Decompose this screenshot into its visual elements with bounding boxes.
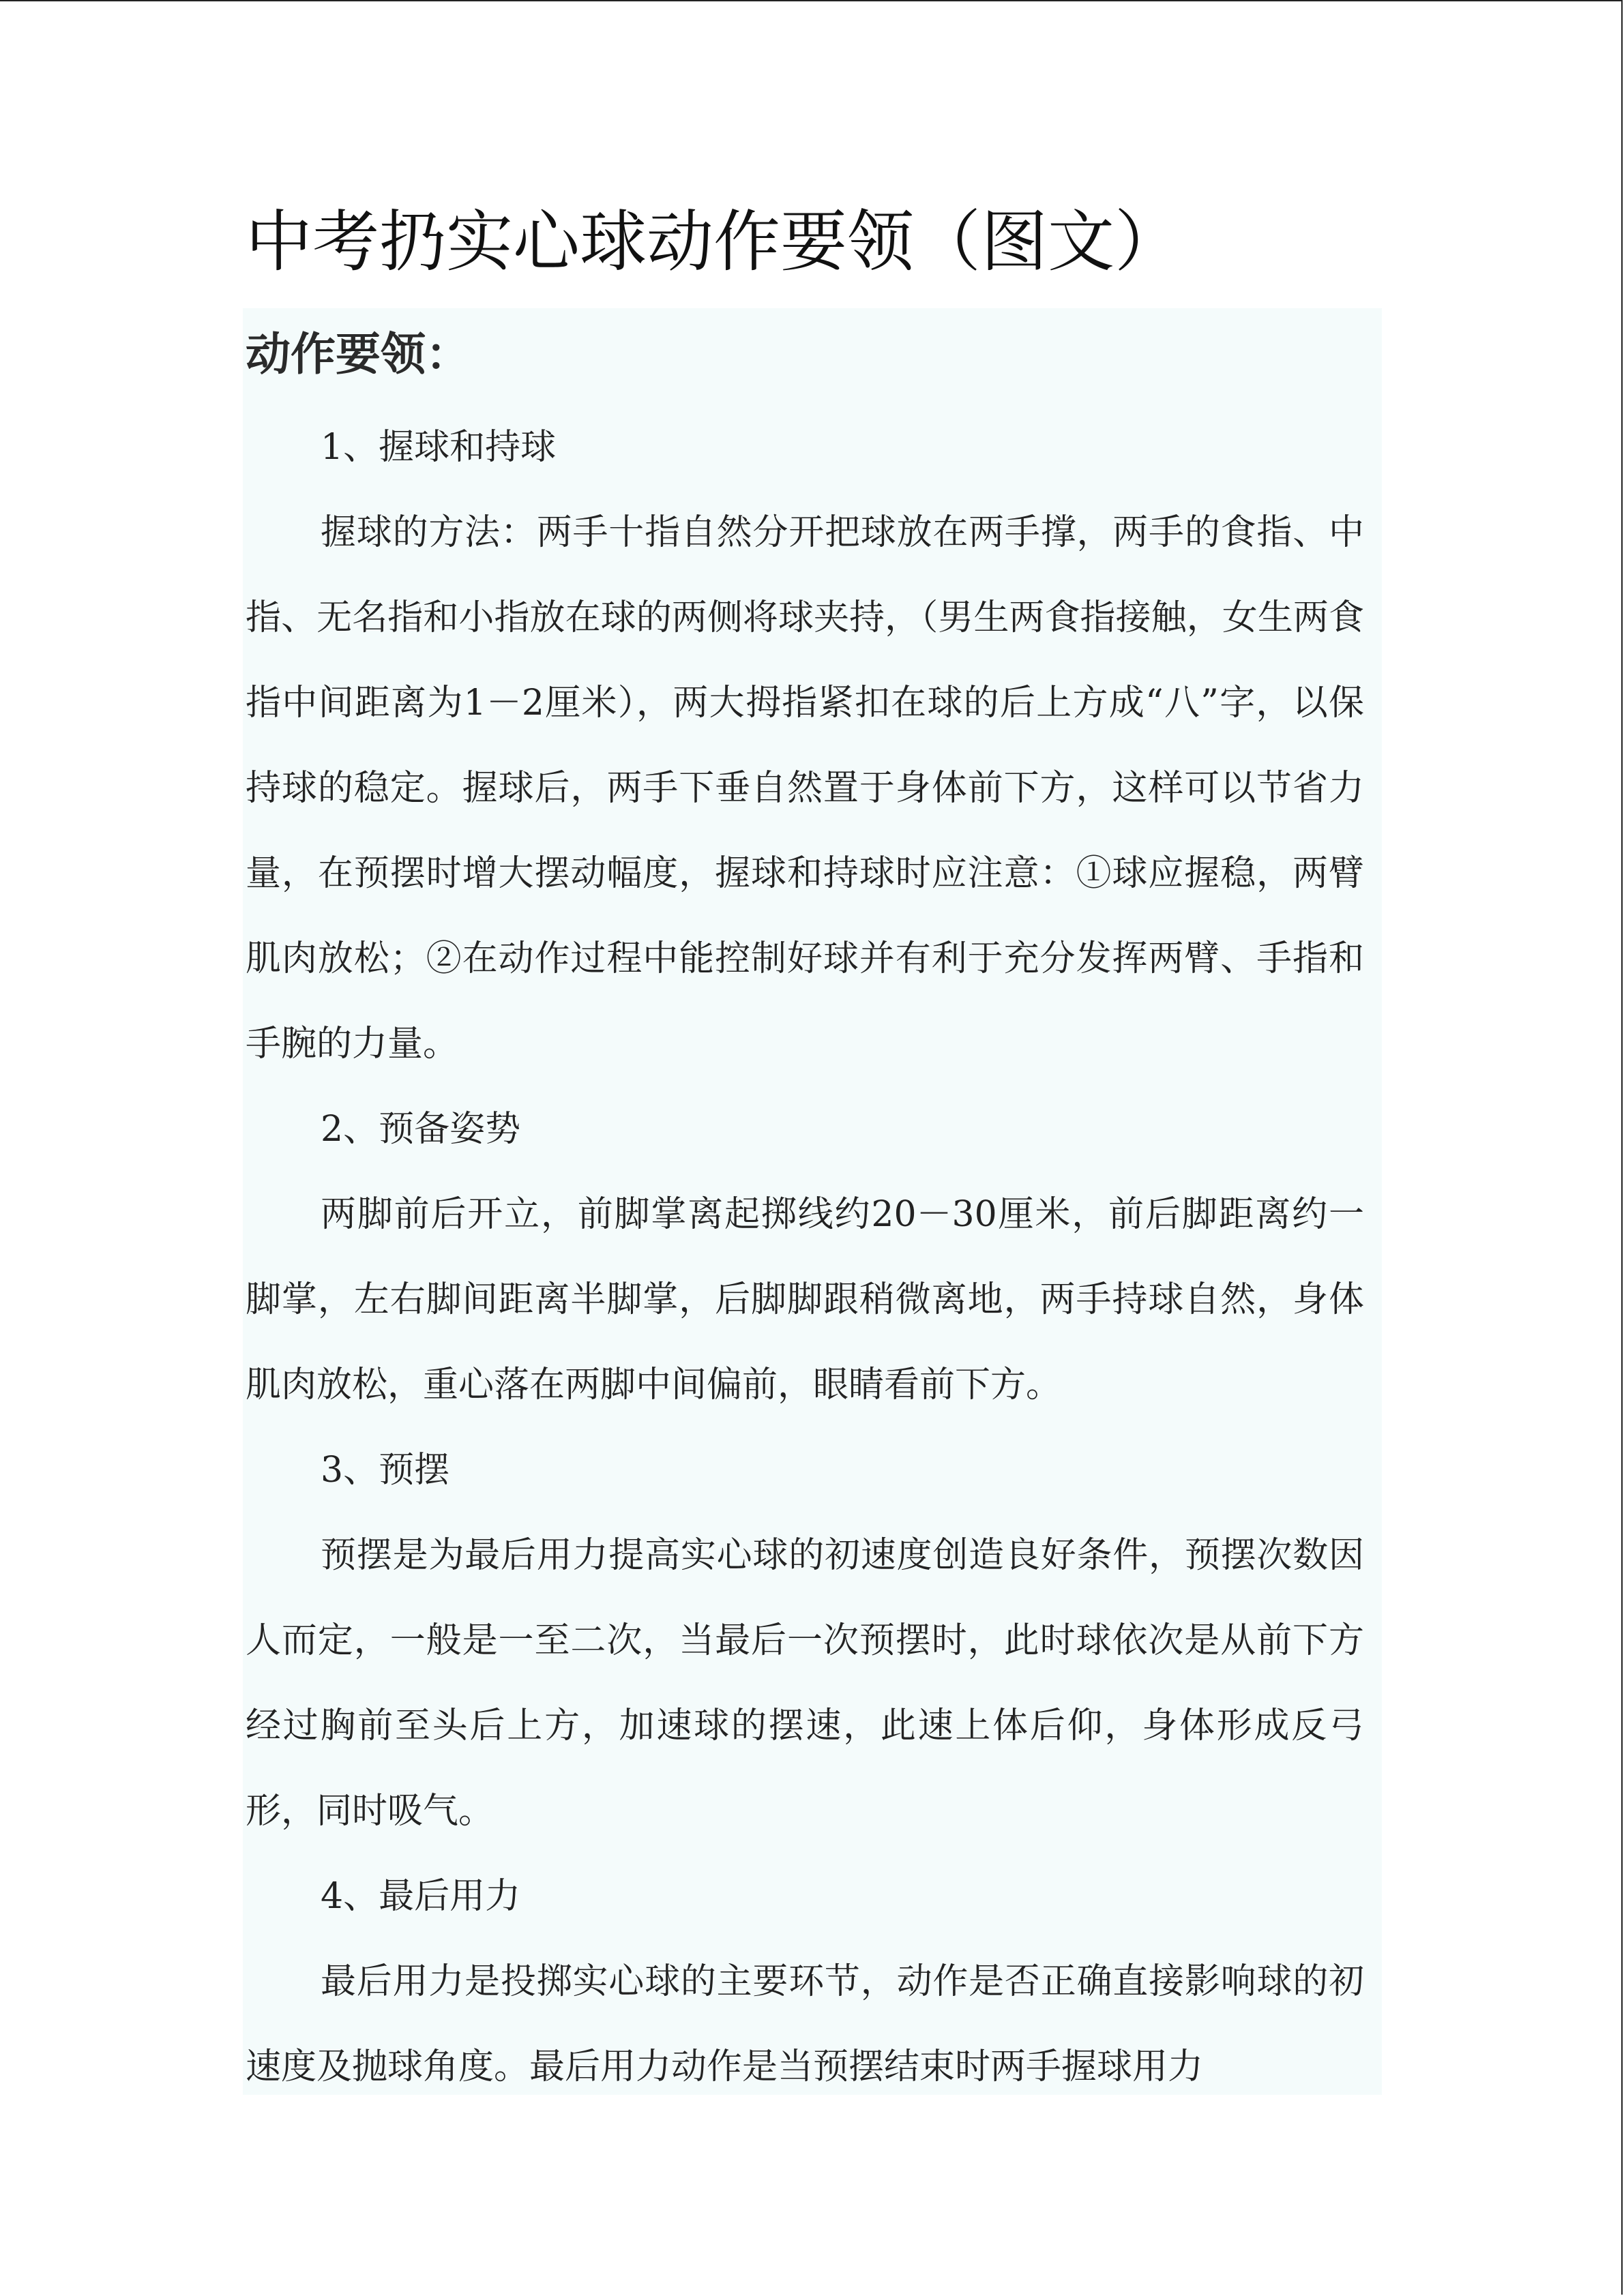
subheading-final-force: 4、最后用力 xyxy=(321,1876,521,1917)
section-heading: 动作要领： xyxy=(246,328,471,381)
subheading-grip: 1、握球和持球 xyxy=(321,427,557,468)
paragraph-ready-stance: 两脚前后开立，前脚掌离起掷线约20－30厘米，前后脚距离约一脚掌，左右脚间距离半脚掌，后脚脚跟稍微离地，两手持球自然，身体肌肉放松，重心落在两脚中间偏前，眼睛看前下方。 xyxy=(246,1194,1364,1405)
paragraph-final-force: 最后用力是投掷实心球的主要环节，动作是否正确直接影响球的初速度及抛球角度。最后用力动作是当预摆结束时两手握球用力 xyxy=(246,1961,1364,2087)
content-box xyxy=(243,308,1382,2095)
paragraph-grip: 握球的方法：两手十指自然分开把球放在两手撑，两手的食指、中指、无名指和小指放在球的两侧将球夹持，（男生两食指接触，女生两食指中间距离为1－2厘米），两大拇指紧扣在球的后上方成“八”字，以保持球的稳定。握球后，两手下垂自然置于身体前下方，这样可以节省力量，在预摆时增大摆动幅度，握球和持球时应注意：①球应握稳，两臂肌肉放松；②在动作过程中能控制好球并有利于充分发挥两臂、手指和手腕的力量。 xyxy=(246,512,1364,1064)
document-title: 中考扔实心球动作要领（图文） xyxy=(246,203,1182,281)
paragraph-pre-swing: 预摆是为最后用力提高实心球的初速度创造良好条件，预摆次数因人而定，一般是一至二次，当最后一次预摆时，此时球依次是从前下方经过胸前至头后上方，加速球的摆速，此速上体后仰，身体形成反弓形，同时吸气。 xyxy=(246,1535,1364,1832)
subheading-pre-swing: 3、预摆 xyxy=(321,1450,450,1491)
body-text xyxy=(246,405,1364,2095)
subheading-ready-stance: 2、预备姿势 xyxy=(321,1109,521,1150)
